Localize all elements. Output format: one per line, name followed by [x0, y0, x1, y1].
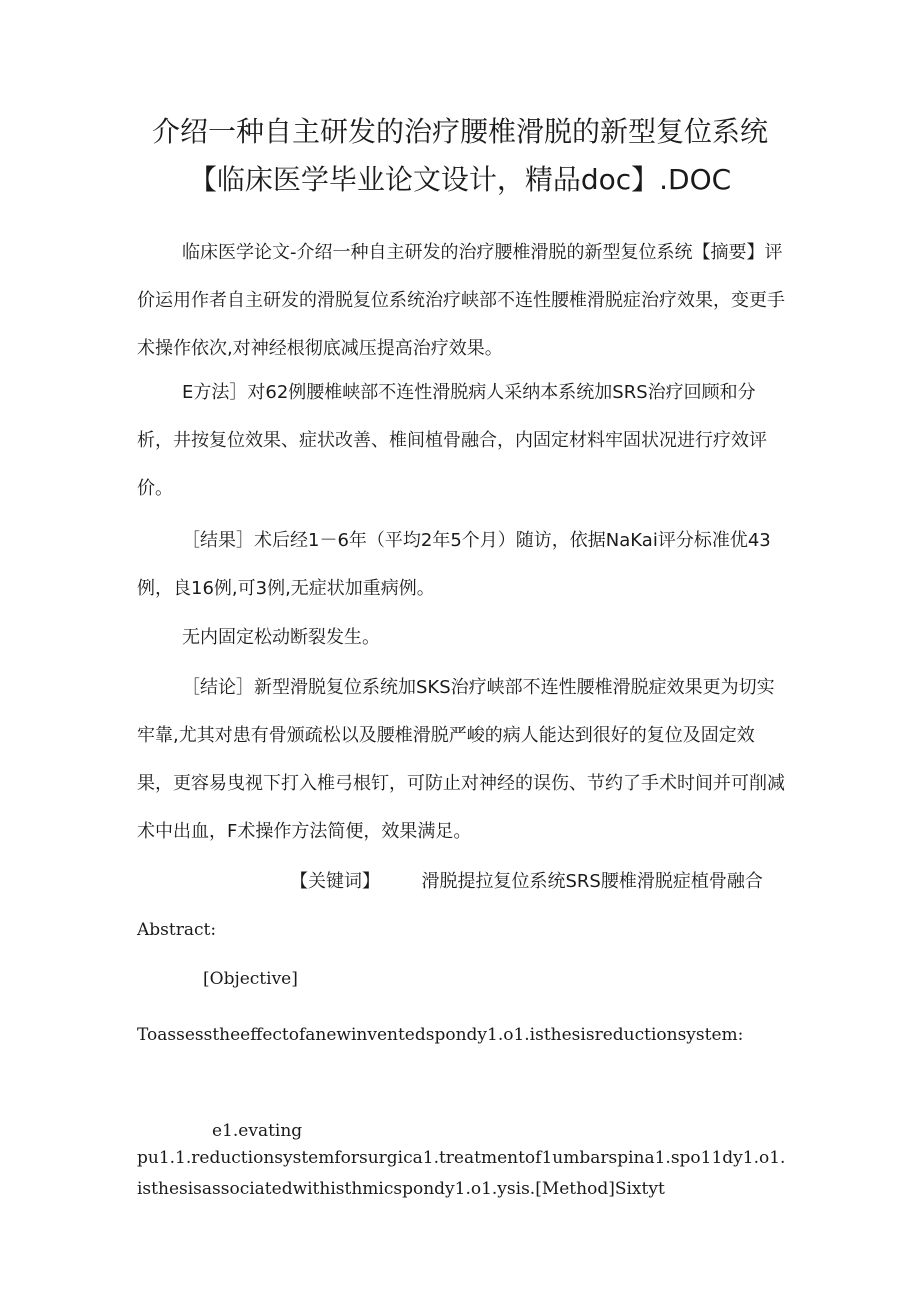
no-fixation-failure-paragraph: 无内固定松动断裂发生。 — [182, 627, 380, 648]
objective-text: Toassesstheeffectofanewinventedspondy1.o1.isthesisreductionsystem: — [137, 1025, 744, 1045]
keywords-line — [290, 858, 790, 906]
keywords-text: 滑脱提拉复位系统SRS腰椎滑脱症植骨融合 — [421, 871, 763, 892]
method-paragraph: E方法］对62例腰椎峡部不连性滑脱病人采纳本系统加SRS治疗回顾和分析，井按复位效果、症状改善、椎间植骨融合，内固定材料牢固状况进行疗效评价。 — [137, 382, 767, 499]
elevating-word: e1.evating — [212, 1121, 303, 1141]
document-title-line-1: 介绍一种自主研发的治疗腰椎滑脱的新型复位系统 — [151, 115, 768, 148]
elevating-text: pu1.1.reductionsystemforsurgica1.treatmentof1umbarspina1.spo11dy1.o1.isthesisassociatedwithisthmicspondy1.o1.ysis.[Method]Sixtyt — [137, 1148, 786, 1199]
keywords-label: 【关键词】 — [290, 871, 380, 892]
abstract-label: Abstract: — [137, 920, 217, 940]
objective-label: [Objective] — [203, 969, 298, 989]
document-title-line-2: 【临床医学毕业论文设计，精品doc】.DOC — [188, 163, 732, 196]
conclusion-paragraph: ［结论］新型滑脱复位系统加SKS治疗峡部不连性腰椎滑脱症效果更为切实牢靠,尤其对患有骨颁疏松以及腰椎滑脱严峻的病人能达到很好的复位及固定效果，更容易曳视下打入椎弓根钉，可防止对神经的误伤、节约了手术时间并可削减术中出血，F术操作方法简便，效果满足。 — [137, 677, 785, 842]
result-paragraph: ［结果］术后经1－6年（平均2年5个月）随访，依据NaKai评分标准优43例，良16例,可3例,无症状加重病例。 — [137, 530, 771, 599]
intro-paragraph: 临床医学论文-介绍一种自主研发的治疗腰椎滑脱的新型复位系统【摘要】评价运用作者自主研发的滑脱复位系统治疗峡部不连性腰椎滑脱症治疗效果，变更手术操作依次,对神经根彻底减压提高治疗效果。 — [137, 242, 785, 359]
